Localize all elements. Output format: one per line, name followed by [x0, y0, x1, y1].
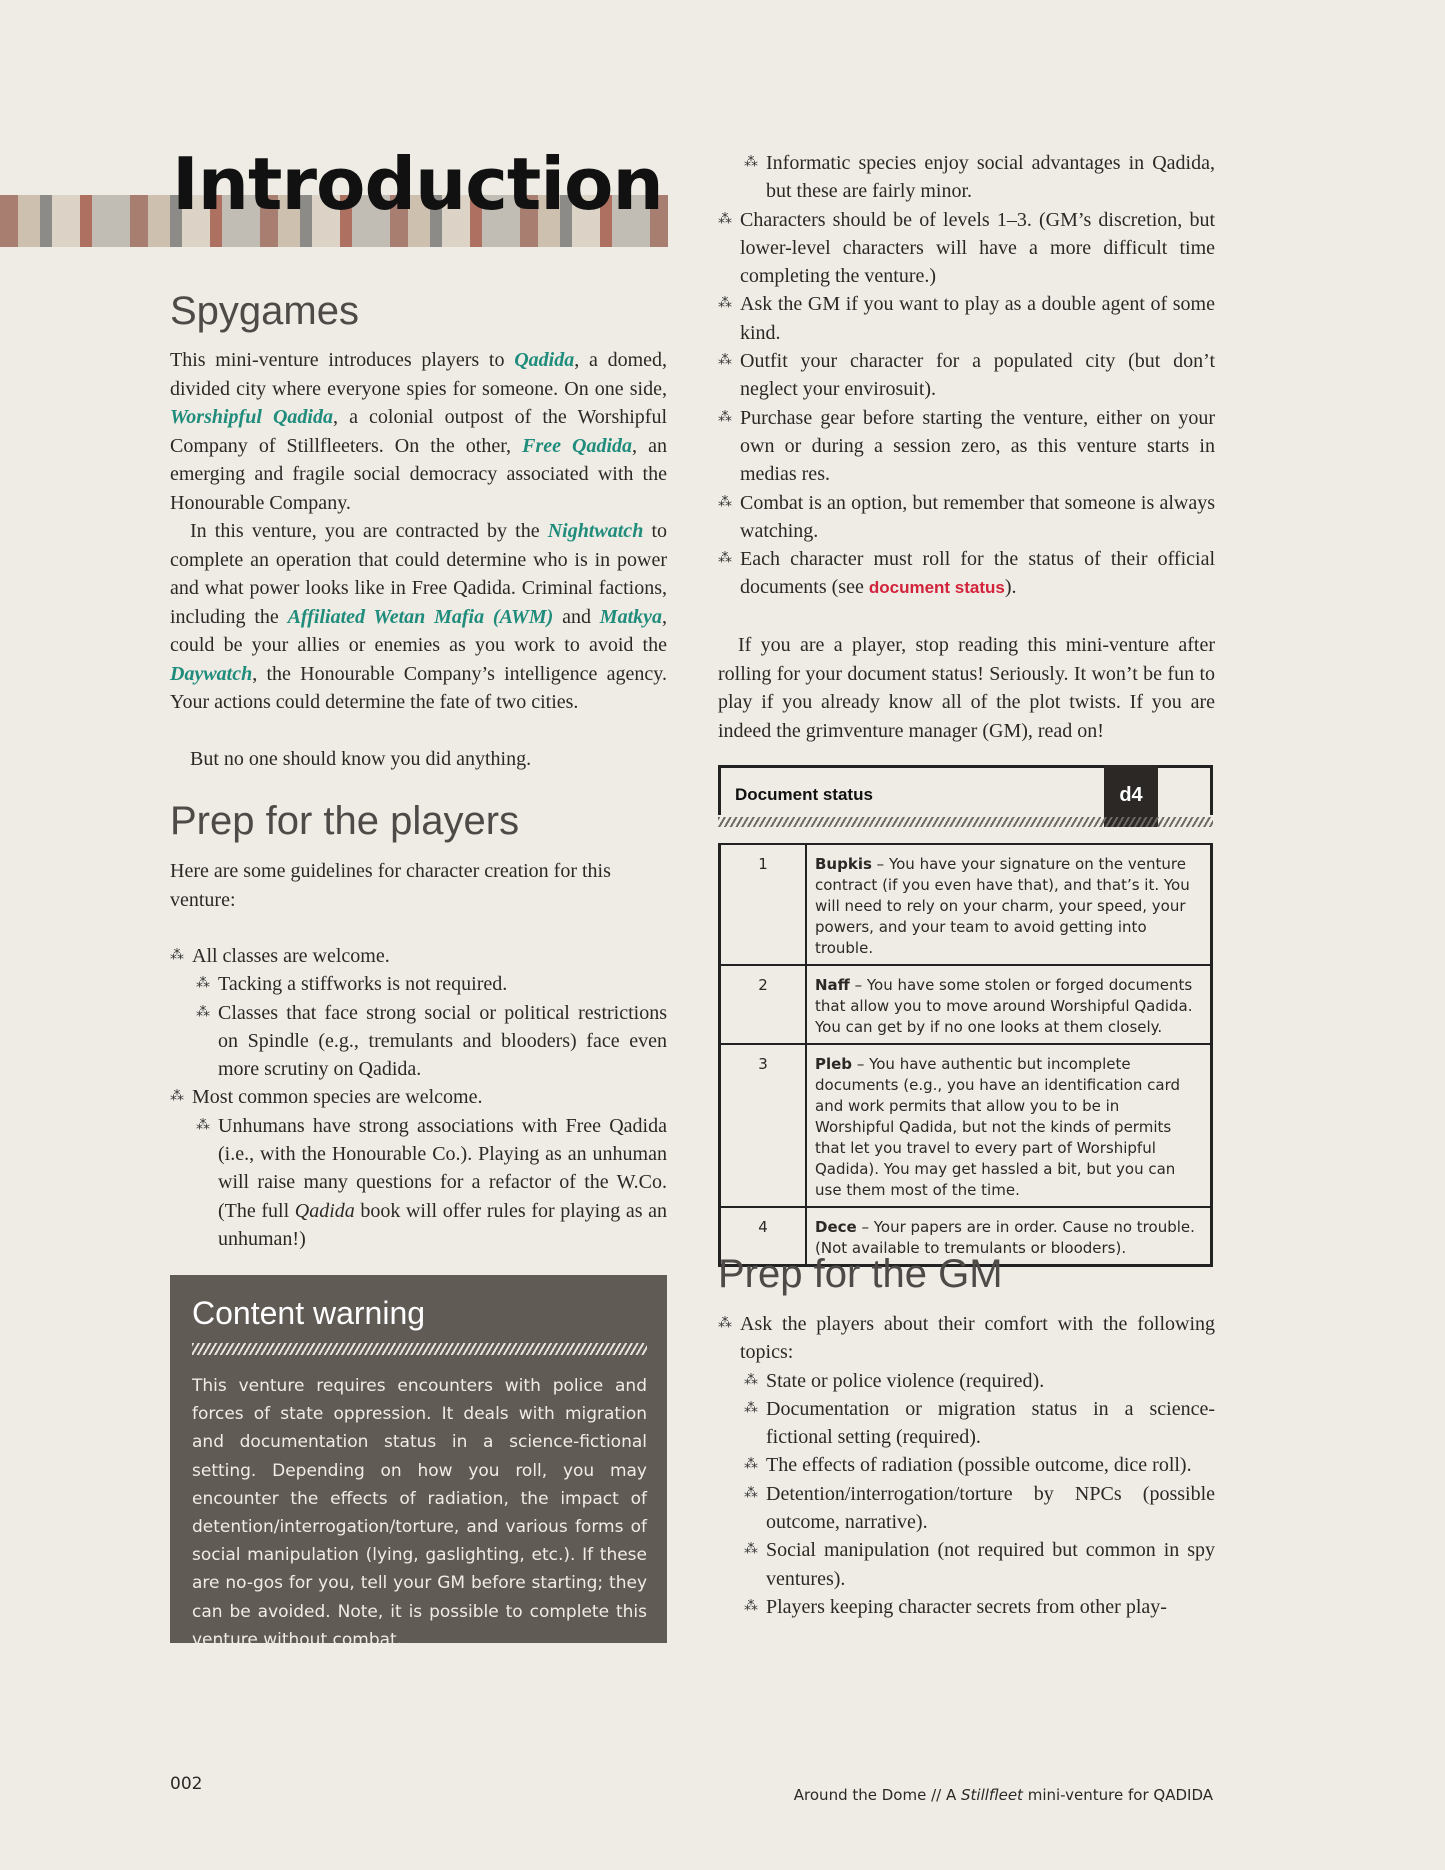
list-item: ⁂ Social manipulation (not required but common in spy ventures).: [718, 1536, 1215, 1593]
link-qadida[interactable]: Qadida: [514, 349, 575, 371]
link-matkya[interactable]: Matkya: [599, 605, 662, 628]
prep-players-intro: Here are some guidelines for character creation for this venture:: [170, 860, 611, 911]
spygames-paragraph-3: But no one should know you did anything.: [190, 748, 532, 770]
text-run: , a colonial outpost of the Worshipful Company of Stillfleeters. On the other,: [170, 406, 667, 457]
document-status-table: [718, 843, 1213, 1267]
link-document-status[interactable]: document status: [868, 578, 1005, 598]
player-note: If you are a player, stop reading this mini-venture after rolling for your document status! Seriously. It won’t be fun to play if you already know all of the plot twists. If you are indeed the grimventure manager (GM), read on!: [718, 634, 1215, 742]
roll-cell: 3: [720, 1044, 807, 1207]
list-item: ⁂ Classes that face strong social or political restrictions on Spindle (e.g., tremulants and blooders) face even more scrutiny on Qadida.: [170, 999, 667, 1084]
list-item: ⁂ Ask the players about their comfort with the following topics:: [718, 1310, 1215, 1367]
prep-players-list-left: [170, 942, 667, 1253]
text-run: , could be your allies or enemies as you work to avoid the: [170, 605, 667, 656]
result-name: Pleb: [815, 1055, 853, 1073]
list-item: ⁂ Most common species are welcome.: [170, 1083, 667, 1111]
link-free-qadida[interactable]: Free Qadida: [522, 434, 633, 457]
link-worshipful-qadida[interactable]: Worshipful Qadida: [170, 406, 333, 428]
table-row: [720, 965, 1212, 1044]
prep-players-list-right: [718, 149, 1215, 603]
game-title: Stillfleet: [961, 1786, 1023, 1804]
list-item: ⁂ State or police violence (required).: [718, 1367, 1215, 1395]
list-item: ⁂ Tacking a stiffworks is not required.: [170, 970, 667, 998]
text-run: and: [553, 605, 600, 628]
link-awm[interactable]: Affiliated Wetan Mafia (AWM): [287, 605, 554, 628]
roll-cell: 1: [720, 844, 807, 965]
section-heading-prep-players: Prep for the players: [170, 799, 520, 843]
table-row: [720, 844, 1212, 965]
link-daywatch[interactable]: Daywatch: [170, 662, 253, 685]
document-status-label: Document status: [735, 785, 873, 804]
footer-credit: [794, 1786, 1213, 1804]
content-warning-title: Content warning: [192, 1295, 426, 1331]
result-text: – You have some stolen or forged documents that allow you to move around Worshipful Qadida. You can get by if no one looks at them closely.: [815, 976, 1193, 1036]
text-run: , a domed, divided city where everyone spies for someone. On one side,: [170, 349, 668, 400]
spygames-paragraph-2: [170, 517, 667, 717]
result-text: – You have authentic but incomplete documents (e.g., you have an identification card and work permits that allow you to be in Worshipful Qadida, but not the kinds of permits that let you travel to every part of Worshipful Qadida). You may get hassled a bit, but you can use them most of the time.: [815, 1055, 1181, 1199]
result-cell: [806, 1044, 1212, 1207]
list-item: ⁂ Players keeping character secrets from other play-: [718, 1593, 1215, 1621]
page-number: 002: [170, 1774, 203, 1794]
list-item: ⁂ Informatic species enjoy social advantages in Qadida, but these are fairly minor.: [718, 149, 1215, 206]
text-run: Unhumans have strong associations with Free Qadida (i.e., with the Honourable Co.). Playing as an unhuman will raise many questions for a refactor of the W.Co. (The full: [218, 1114, 667, 1222]
text-run: to complete an operation that could determine who is in power and what power looks like in Free Qadida. Criminal factions, including the: [170, 520, 668, 628]
spygames-paragraph-1: [170, 346, 667, 517]
list-item: ⁂ Detention/interrogation/torture by NPCs (possible outcome, narrative).: [718, 1480, 1215, 1537]
table-row: [720, 1044, 1212, 1207]
list-item: ⁂ Purchase gear before starting the venture, either on your own or during a session zero, as this venture starts in medias res.: [718, 404, 1215, 489]
list-item: ⁂ Outfit your character for a populated city (but don’t neglect your envirosuit).: [718, 347, 1215, 404]
list-item: ⁂ All classes are welcome.: [170, 942, 667, 970]
list-item: ⁂ Characters should be of levels 1–3. (GM’s discretion, but lower-level characters will have a more difficult time completing the venture.): [718, 206, 1215, 291]
result-cell: [806, 844, 1212, 965]
list-item: ⁂ Combat is an option, but remember that someone is always watching.: [718, 489, 1215, 546]
text-run: This mini-venture introduces players to: [170, 349, 515, 371]
list-item: ⁂ The effects of radiation (possible outcome, dice roll).: [718, 1451, 1215, 1479]
result-name: Dece: [815, 1218, 857, 1236]
list-item: [170, 1112, 667, 1253]
list-item: ⁂ Ask the GM if you want to play as a double agent of some kind.: [718, 290, 1215, 347]
text-run: In this venture, you are contracted by the: [190, 520, 548, 542]
text-run: book will offer rules for playing as an unhuman!): [218, 1199, 667, 1250]
list-item: [718, 545, 1215, 603]
text-run: , the Honourable Company’s intelligence agency. Your actions could determine the fate of two cities.: [170, 662, 667, 713]
section-heading-spygames: Spygames: [170, 289, 359, 333]
text-run: ).: [1004, 576, 1017, 599]
result-name: Bupkis: [815, 855, 872, 873]
result-text: – You have your signature on the venture contract (if you even have that), and that’s it. You will need to rely on your charm, your speed, your powers, and your team to avoid getting into trouble.: [815, 855, 1190, 957]
text-run: Around the Dome // A: [793, 1786, 961, 1804]
page-title: Introduction: [172, 142, 663, 226]
content-warning-box: [170, 1275, 667, 1650]
hatch-divider: [192, 1343, 647, 1355]
section-heading-prep-gm: Prep for the GM: [718, 1252, 1003, 1296]
text-run: , an emerging and fragile social democracy associated with the Honourable Company.: [170, 434, 667, 514]
result-name: Naff: [815, 976, 850, 994]
roll-cell: 4: [720, 1207, 807, 1266]
result-text: – Your papers are in order. Cause no trouble. (Not available to tremulants or blooders).: [815, 1218, 1195, 1257]
book-title: Qadida: [294, 1199, 355, 1222]
die-badge: d4: [1104, 765, 1158, 827]
prep-gm-list: [718, 1310, 1215, 1621]
text-run: Each character must roll for the status of their official documents (see: [740, 548, 1215, 599]
result-cell: [806, 965, 1212, 1044]
text-run: mini-venture for QADIDA: [1022, 1786, 1213, 1804]
hatch-divider: [718, 817, 1213, 827]
document-status-table-header: [718, 765, 1213, 815]
content-warning-text: This venture requires encounters with police and forces of state oppression. It deals with migration and documentation status in a science-fictional setting. Depending on how you roll, you may encounter the effects of radiation, the impact of detention/interrogation/torture, and various forms of social manipulation (lying, gaslighting, etc.). If these are no-gos for you, tell your GM before starting; they can be avoided. Note, it is possible to complete this venture without combat.: [192, 1376, 647, 1650]
link-nightwatch[interactable]: Nightwatch: [547, 520, 644, 542]
list-item: ⁂ Documentation or migration status in a science-fictional setting (required).: [718, 1395, 1215, 1452]
roll-cell: 2: [720, 965, 807, 1044]
